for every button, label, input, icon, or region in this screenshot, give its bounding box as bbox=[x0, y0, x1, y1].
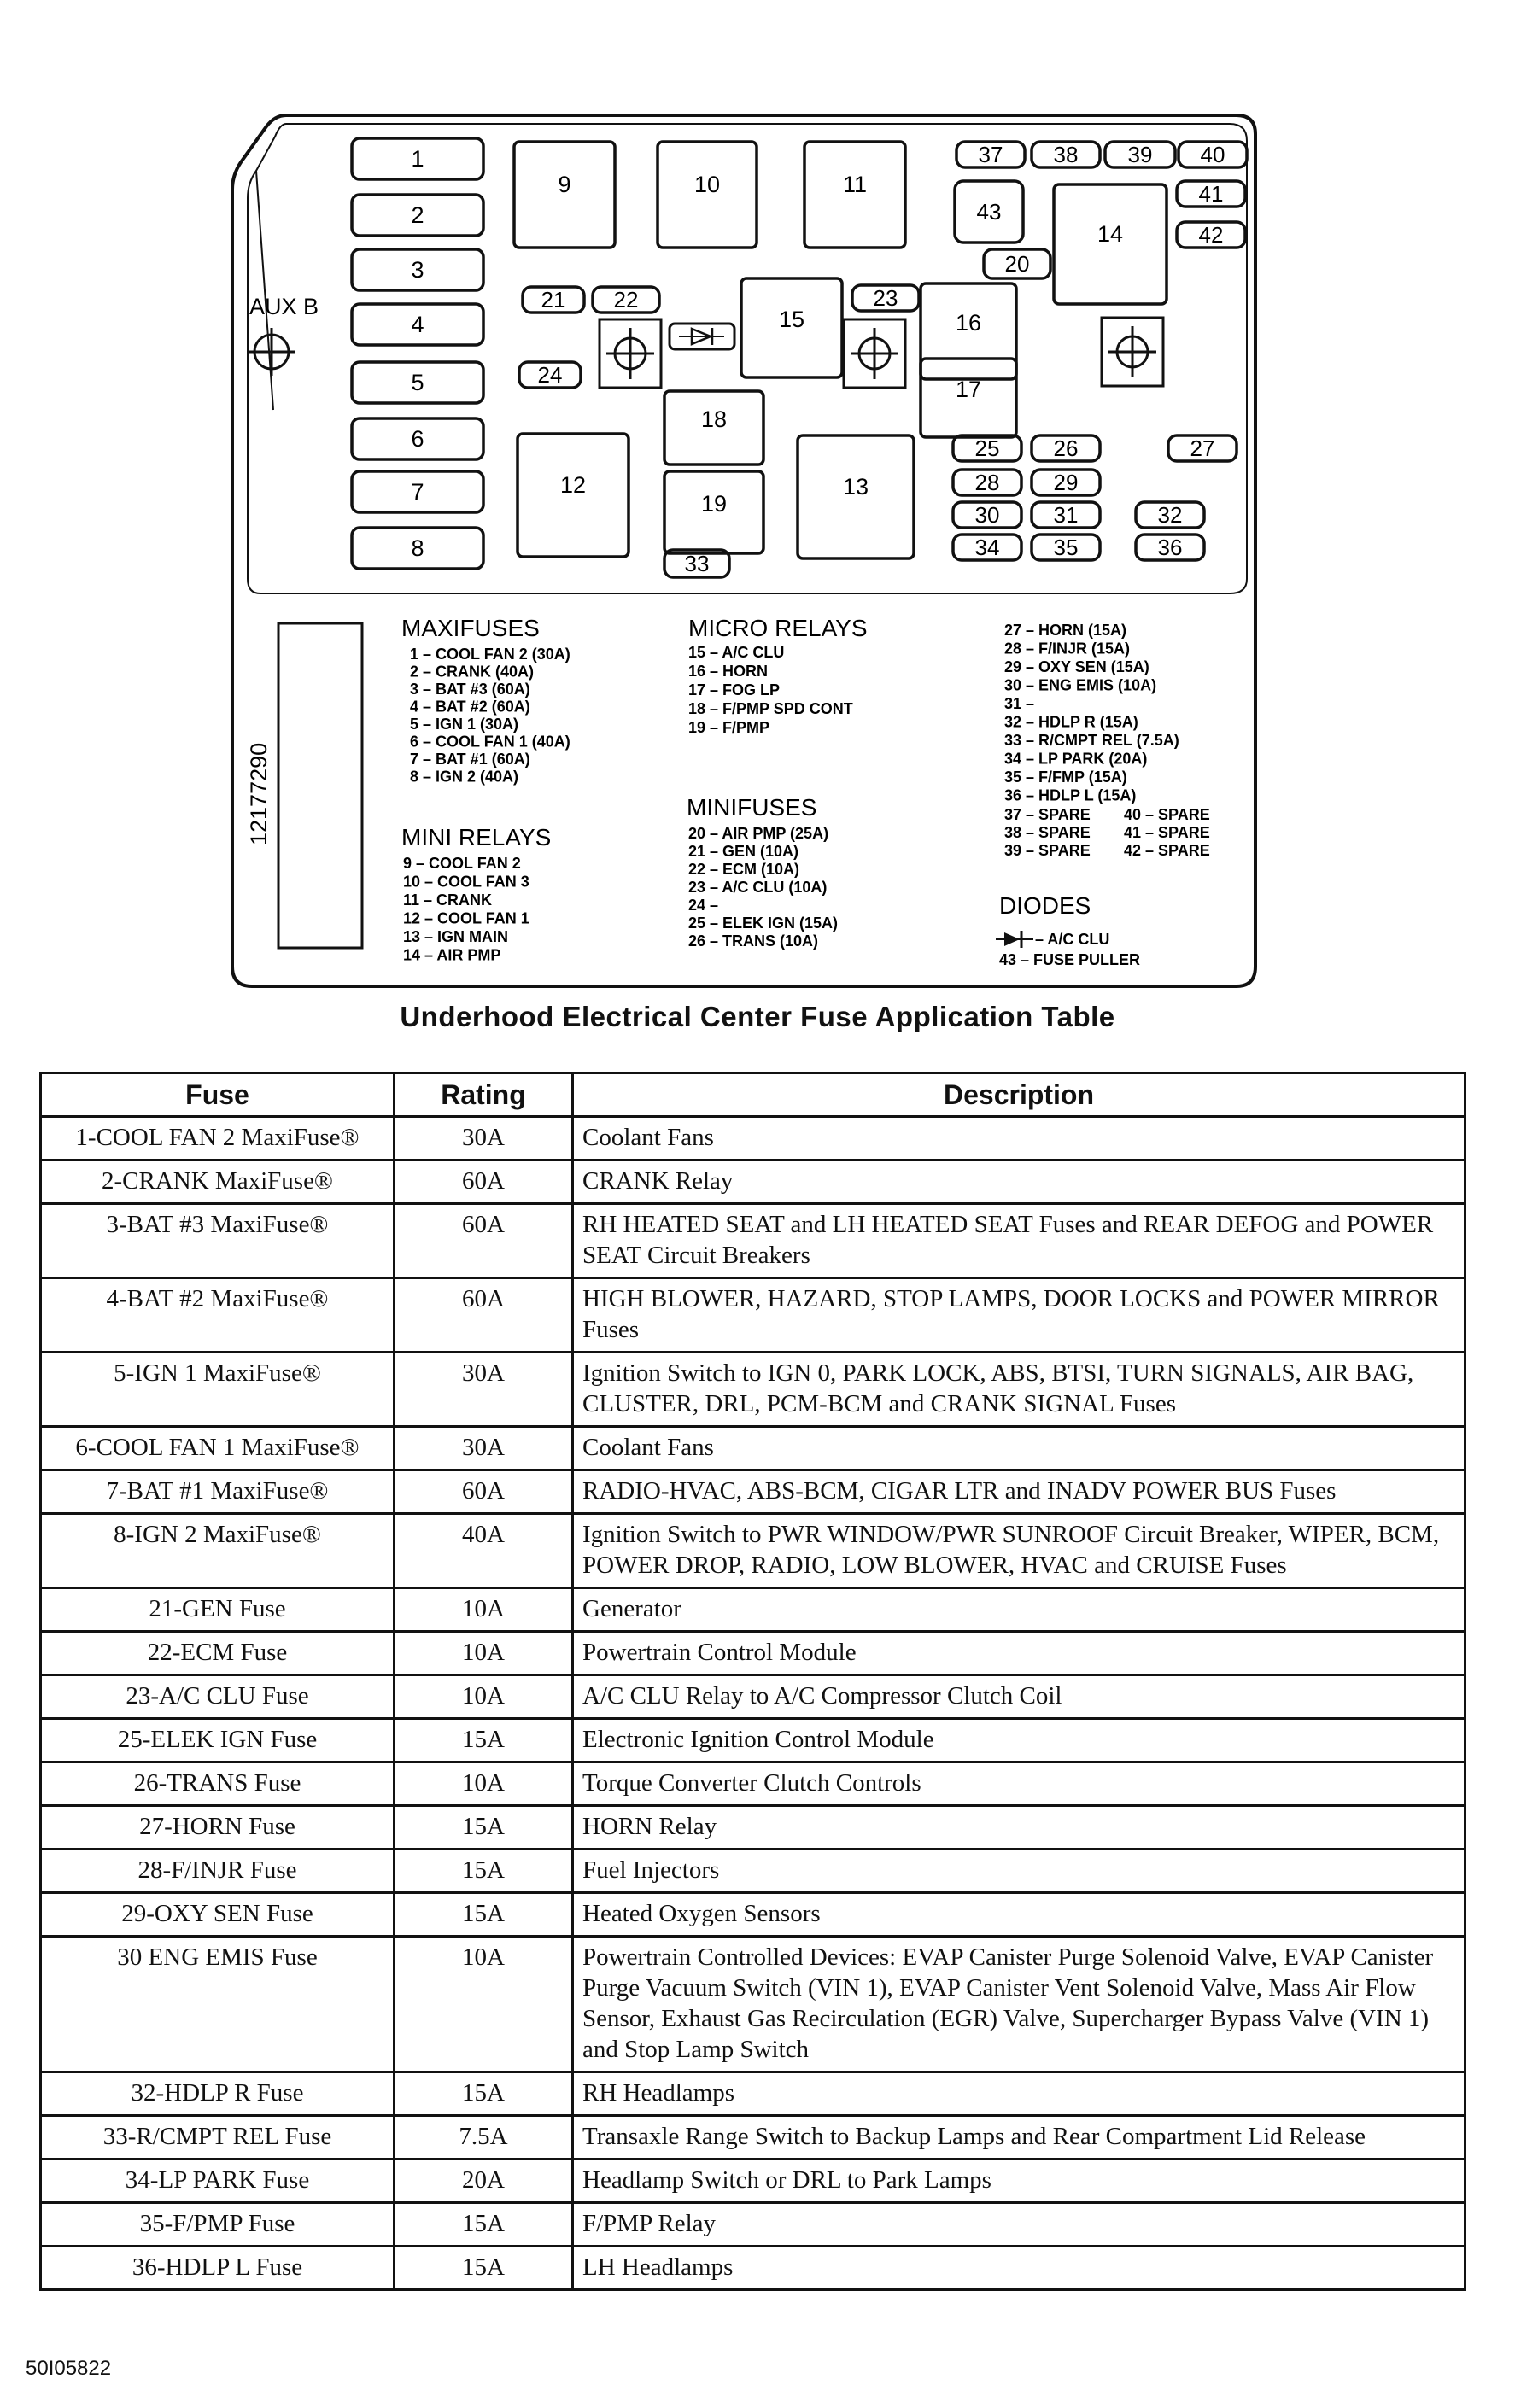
table-row bbox=[41, 1117, 1465, 1160]
minifuse-28[interactable] bbox=[953, 470, 1021, 495]
legend-minifuse-item: 21 – GEN (10A) bbox=[688, 843, 799, 860]
minifuse-27[interactable] bbox=[1168, 435, 1237, 461]
table-row bbox=[41, 1353, 1465, 1427]
minifuse-22-label: 22 bbox=[613, 287, 639, 313]
legend-minifuse-item: 26 – TRANS (10A) bbox=[688, 932, 819, 950]
relay-12[interactable] bbox=[518, 434, 629, 557]
minifuse-29[interactable] bbox=[1032, 470, 1100, 495]
minifuse-43[interactable] bbox=[955, 181, 1023, 243]
fuse-cell: 22-ECM Fuse bbox=[41, 1632, 395, 1675]
rating-cell: 10A bbox=[395, 1675, 573, 1719]
rating-cell: 30A bbox=[395, 1353, 573, 1427]
fuse-cell: 34-LP PARK Fuse bbox=[41, 2160, 395, 2203]
table-row bbox=[41, 1719, 1465, 1762]
legend-maxifuse-item: 7 – BAT #1 (60A) bbox=[410, 751, 530, 768]
legend-mini-relay-item: 14 – AIR PMP bbox=[403, 946, 501, 964]
minifuse-25-label: 25 bbox=[974, 435, 1000, 461]
legend-diode-symbol bbox=[996, 931, 1033, 948]
description-cell: RH HEATED SEAT and LH HEATED SEAT Fuses and REAR DEFOG and POWER SEAT Circuit Breakers bbox=[573, 1204, 1465, 1278]
table-row bbox=[41, 2203, 1465, 2247]
description-cell: Torque Converter Clutch Controls bbox=[573, 1762, 1465, 1806]
minifuse-35-label: 35 bbox=[1053, 535, 1079, 560]
legend-mini-relay-item: 9 – COOL FAN 2 bbox=[403, 855, 521, 872]
legend-spare-item: 41 – SPARE bbox=[1124, 824, 1210, 841]
description-cell: Ignition Switch to IGN 0, PARK LOCK, ABS, BTSI, TURN SIGNALS, AIR BAG, CLUSTER, DRL, PCM-BCM and CRANK SIGNAL Fuses bbox=[573, 1353, 1465, 1427]
legend-micro-relay-item: 18 – F/PMP SPD CONT bbox=[688, 700, 853, 717]
legend-micro-relay-item: 17 – FOG LP bbox=[688, 681, 781, 698]
minifuse-23[interactable] bbox=[852, 285, 919, 311]
minifuse-25[interactable] bbox=[953, 435, 1021, 461]
relay-12-label: 12 bbox=[559, 472, 587, 498]
table-row bbox=[41, 1675, 1465, 1719]
aux-b-label: AUX B bbox=[249, 294, 319, 319]
table-row bbox=[41, 2247, 1465, 2290]
relay-9-label: 9 bbox=[558, 172, 571, 197]
micro-relay-16-label: 16 bbox=[955, 310, 982, 336]
maxifuse-4-label: 4 bbox=[411, 312, 424, 337]
description-cell: Ignition Switch to PWR WINDOW/PWR SUNROOF Circuit Breaker, WIPER, BCM, POWER DROP, RADIO, LOW BLOWER, HVAC and CRUISE Fuses bbox=[573, 1514, 1465, 1588]
minifuse-20-label: 20 bbox=[1004, 251, 1030, 277]
table-header-row bbox=[41, 1073, 1465, 1117]
legend-right-item: 33 – R/CMPT REL (7.5A) bbox=[1004, 732, 1179, 749]
maxifuse-3-label: 3 bbox=[411, 257, 424, 283]
legend-diodes-title: DIODES bbox=[999, 892, 1091, 919]
rating-cell: 60A bbox=[395, 1470, 573, 1514]
legend-right-item: 29 – OXY SEN (15A) bbox=[1004, 658, 1149, 675]
legend-right-item: 35 – F/FMP (15A) bbox=[1004, 769, 1127, 786]
fuse-cell: 3-BAT #3 MaxiFuse® bbox=[41, 1204, 395, 1278]
rating-cell: 15A bbox=[395, 1850, 573, 1893]
legend-diode-item: – A/C CLU bbox=[1035, 931, 1110, 948]
fuse-cell: 35-F/PMP Fuse bbox=[41, 2203, 395, 2247]
rating-cell: 10A bbox=[395, 1762, 573, 1806]
legend-right-item: 30 – ENG EMIS (10A) bbox=[1004, 676, 1157, 694]
minifuse-37-label: 37 bbox=[978, 142, 1003, 167]
relay-13-label: 13 bbox=[842, 474, 869, 500]
legend-minifuses-title: MINIFUSES bbox=[687, 794, 817, 821]
legend-maxifuse-item: 4 – BAT #2 (60A) bbox=[410, 698, 530, 716]
legend-maxifuse-item: 8 – IGN 2 (40A) bbox=[410, 768, 519, 786]
legend-mini-relay-item: 11 – CRANK bbox=[403, 891, 493, 909]
header-description: Description bbox=[573, 1073, 1465, 1117]
description-cell: RADIO-HVAC, ABS-BCM, CIGAR LTR and INADV POWER BUS Fuses bbox=[573, 1470, 1465, 1514]
header-rating: Rating bbox=[395, 1073, 573, 1117]
header-fuse: Fuse bbox=[41, 1073, 395, 1117]
minifuse-34-label: 34 bbox=[974, 535, 1000, 560]
legend-minifuse-item: 23 – A/C CLU (10A) bbox=[688, 879, 828, 896]
description-cell: Generator bbox=[573, 1588, 1465, 1632]
minifuse-24-label: 24 bbox=[537, 362, 563, 388]
fuse-cell: 26-TRANS Fuse bbox=[41, 1762, 395, 1806]
aux-b-stud[interactable] bbox=[248, 294, 319, 376]
legend-minifuse-item: 24 – bbox=[688, 897, 719, 914]
description-cell: HIGH BLOWER, HAZARD, STOP LAMPS, DOOR LOCKS and POWER MIRROR Fuses bbox=[573, 1278, 1465, 1353]
legend-maxifuse-item: 6 – COOL FAN 1 (40A) bbox=[410, 733, 570, 751]
diode-symbol bbox=[670, 324, 734, 349]
description-cell: Powertrain Control Module bbox=[573, 1632, 1465, 1675]
minifuse-42[interactable] bbox=[1177, 222, 1245, 248]
maxifuse-6-label: 6 bbox=[411, 426, 424, 452]
minifuse-37[interactable] bbox=[956, 142, 1025, 167]
maxifuse-2[interactable] bbox=[352, 195, 483, 236]
rating-cell: 60A bbox=[395, 1160, 573, 1204]
description-cell: Electronic Ignition Control Module bbox=[573, 1719, 1465, 1762]
minifuse-34[interactable] bbox=[953, 535, 1021, 560]
bolt-post-2 bbox=[844, 319, 905, 388]
maxifuse-1[interactable] bbox=[352, 138, 483, 179]
fuse-cell: 23-A/C CLU Fuse bbox=[41, 1675, 395, 1719]
legend-maxifuse-item: 5 – IGN 1 (30A) bbox=[410, 716, 519, 733]
legend-micro-relay-item: 19 – F/PMP bbox=[688, 719, 770, 736]
bolt-post-3 bbox=[1102, 318, 1163, 386]
table-row bbox=[41, 1470, 1465, 1514]
table-row bbox=[41, 1937, 1465, 2072]
minifuse-21-label: 21 bbox=[541, 287, 566, 313]
rating-cell: 15A bbox=[395, 2203, 573, 2247]
micro-relay-19-label: 19 bbox=[700, 491, 728, 517]
minifuse-39[interactable] bbox=[1105, 142, 1175, 167]
legend-right-item: 28 – F/INJR (15A) bbox=[1004, 640, 1131, 658]
fuse-cell: 8-IGN 2 MaxiFuse® bbox=[41, 1514, 395, 1588]
micro-relay-16[interactable] bbox=[921, 283, 1016, 379]
rating-cell: 15A bbox=[395, 1806, 573, 1850]
part-number-panel-rect bbox=[278, 623, 362, 948]
part-number-panel bbox=[246, 623, 362, 948]
minifuse-22[interactable] bbox=[593, 287, 659, 313]
description-cell: Fuel Injectors bbox=[573, 1850, 1465, 1893]
description-cell: Transaxle Range Switch to Backup Lamps and Rear Compartment Lid Release bbox=[573, 2116, 1465, 2160]
minifuse-35[interactable] bbox=[1032, 535, 1100, 560]
minifuse-26-label: 26 bbox=[1053, 435, 1079, 461]
maxifuse-5-label: 5 bbox=[411, 370, 424, 395]
legend-spare-item: 40 – SPARE bbox=[1124, 806, 1210, 823]
relay-9[interactable] bbox=[514, 142, 615, 248]
maxifuse-4[interactable] bbox=[352, 304, 483, 345]
fuse-cell: 33-R/CMPT REL Fuse bbox=[41, 2116, 395, 2160]
description-cell: Coolant Fans bbox=[573, 1427, 1465, 1470]
fuse-cell: 28-F/INJR Fuse bbox=[41, 1850, 395, 1893]
fuse-box-diagram bbox=[0, 0, 1515, 991]
legend-minifuse-item: 22 – ECM (10A) bbox=[688, 861, 800, 878]
legend-right-item: 36 – HDLP L (15A) bbox=[1004, 786, 1137, 804]
fuse-cell: 29-OXY SEN Fuse bbox=[41, 1893, 395, 1937]
legend-micro-relays-title: MICRO RELAYS bbox=[688, 615, 868, 641]
minifuse-30[interactable] bbox=[953, 502, 1021, 528]
minifuse-28-label: 28 bbox=[974, 470, 1000, 495]
rating-cell: 7.5A bbox=[395, 2116, 573, 2160]
legend-right-item: 32 – HDLP R (15A) bbox=[1004, 713, 1138, 731]
table-row bbox=[41, 2116, 1465, 2160]
relay-10-label: 10 bbox=[693, 172, 721, 197]
legend-spare-item: 39 – SPARE bbox=[1004, 842, 1091, 859]
minifuse-26[interactable] bbox=[1032, 435, 1100, 461]
legend-spare-item: 42 – SPARE bbox=[1124, 842, 1210, 859]
maxifuse-7-label: 7 bbox=[411, 479, 424, 505]
rating-cell: 10A bbox=[395, 1632, 573, 1675]
description-cell: Powertrain Controlled Devices: EVAP Canister Purge Solenoid Valve, EVAP Canister Purge Vacuum Switch (VIN 1), EVAP Canister Vent Solenoid Valve, Mass Air Flow Sensor, Exhaust Gas Recirculation (EGR) Valve, Supercharger Bypass Valve (VIN 1) and Stop Lamp Switch bbox=[573, 1937, 1465, 2072]
legend-spare-item: 38 – SPARE bbox=[1004, 824, 1091, 841]
table-row bbox=[41, 2160, 1465, 2203]
legend-minifuse-item: 25 – ELEK IGN (15A) bbox=[688, 915, 839, 932]
fuse-cell: 4-BAT #2 MaxiFuse® bbox=[41, 1278, 395, 1353]
table-row bbox=[41, 1632, 1465, 1675]
fuse-application-table bbox=[39, 1072, 1466, 2291]
relay-14[interactable] bbox=[1054, 184, 1167, 304]
legend-micro-relay-item: 16 – HORN bbox=[688, 663, 769, 680]
minifuse-24[interactable] bbox=[519, 362, 581, 388]
maxifuse-8[interactable] bbox=[352, 528, 483, 569]
legend-fuse-puller: 43 – FUSE PULLER bbox=[999, 951, 1141, 968]
fuse-cell: 21-GEN Fuse bbox=[41, 1588, 395, 1632]
legend-maxifuse-item: 2 – CRANK (40A) bbox=[410, 663, 535, 681]
legend-mini-relay-item: 12 – COOL FAN 1 bbox=[403, 909, 529, 927]
table-row bbox=[41, 1278, 1465, 1353]
part-number: 12177290 bbox=[246, 742, 272, 845]
minifuse-27-label: 27 bbox=[1190, 435, 1215, 461]
description-cell: F/PMP Relay bbox=[573, 2203, 1465, 2247]
fuse-cell: 2-CRANK MaxiFuse® bbox=[41, 1160, 395, 1204]
micro-relay-17[interactable] bbox=[921, 359, 1016, 437]
rating-cell: 20A bbox=[395, 2160, 573, 2203]
rating-cell: 15A bbox=[395, 1893, 573, 1937]
legend-maxifuses-title: MAXIFUSES bbox=[401, 615, 540, 641]
table-row bbox=[41, 1160, 1465, 1204]
minifuse-40[interactable] bbox=[1179, 142, 1247, 167]
rating-cell: 30A bbox=[395, 1427, 573, 1470]
legend-mini-relay-item: 10 – COOL FAN 3 bbox=[403, 873, 529, 891]
minifuse-32[interactable] bbox=[1136, 502, 1204, 528]
minifuse-39-label: 39 bbox=[1127, 142, 1153, 167]
micro-relay-18[interactable] bbox=[664, 391, 763, 465]
description-cell: Headlamp Switch or DRL to Park Lamps bbox=[573, 2160, 1465, 2203]
table-row bbox=[41, 1427, 1465, 1470]
maxifuse-6[interactable] bbox=[352, 418, 483, 459]
document-id: 50I05822 bbox=[26, 2357, 112, 2380]
minifuse-30-label: 30 bbox=[974, 502, 1000, 528]
legend-minifuse-item: 20 – AIR PMP (25A) bbox=[688, 825, 829, 842]
fuse-cell: 32-HDLP R Fuse bbox=[41, 2072, 395, 2116]
maxifuse-1-label: 1 bbox=[411, 146, 424, 172]
legend-mini-relays-title: MINI RELAYS bbox=[401, 824, 552, 850]
minifuse-43-label: 43 bbox=[976, 199, 1002, 225]
minifuse-31[interactable] bbox=[1032, 502, 1100, 528]
rating-cell: 10A bbox=[395, 1588, 573, 1632]
minifuse-38-label: 38 bbox=[1053, 142, 1079, 167]
fuse-cell: 30 ENG EMIS Fuse bbox=[41, 1937, 395, 2072]
maxifuse-8-label: 8 bbox=[411, 535, 424, 561]
table-row bbox=[41, 1204, 1465, 1278]
table-row bbox=[41, 1514, 1465, 1588]
maxifuse-3[interactable] bbox=[352, 249, 483, 290]
micro-relay-18-label: 18 bbox=[700, 406, 728, 432]
rating-cell: 40A bbox=[395, 1514, 573, 1588]
rating-cell: 60A bbox=[395, 1278, 573, 1353]
rating-cell: 30A bbox=[395, 1117, 573, 1160]
bolt-post-1 bbox=[600, 319, 661, 388]
fuse-cell: 7-BAT #1 MaxiFuse® bbox=[41, 1470, 395, 1514]
minifuse-36[interactable] bbox=[1136, 535, 1204, 560]
fuse-cell: 27-HORN Fuse bbox=[41, 1806, 395, 1850]
description-cell: Heated Oxygen Sensors bbox=[573, 1893, 1465, 1937]
legend-micro-relay-item: 15 – A/C CLU bbox=[688, 644, 785, 661]
rating-cell: 15A bbox=[395, 1719, 573, 1762]
minifuse-32-label: 32 bbox=[1157, 502, 1183, 528]
micro-relay-17-label: 17 bbox=[955, 377, 982, 402]
maxifuse-2-label: 2 bbox=[411, 202, 424, 228]
minifuse-21[interactable] bbox=[523, 287, 584, 313]
micro-relay-19[interactable] bbox=[664, 471, 763, 553]
minifuse-41[interactable] bbox=[1177, 181, 1245, 207]
table-caption: Underhood Electrical Center Fuse Application Table bbox=[400, 1001, 1115, 1032]
fuse-cell: 5-IGN 1 MaxiFuse® bbox=[41, 1353, 395, 1427]
minifuse-31-label: 31 bbox=[1053, 502, 1079, 528]
description-cell: RH Headlamps bbox=[573, 2072, 1465, 2116]
minifuse-36-label: 36 bbox=[1157, 535, 1183, 560]
maxifuse-5[interactable] bbox=[352, 362, 483, 403]
minifuse-23-label: 23 bbox=[873, 285, 898, 311]
legend-right-item: 31 – bbox=[1004, 695, 1035, 712]
table-row bbox=[41, 2072, 1465, 2116]
description-cell: HORN Relay bbox=[573, 1806, 1465, 1850]
rating-cell: 15A bbox=[395, 2247, 573, 2290]
table-row bbox=[41, 1850, 1465, 1893]
rating-cell: 15A bbox=[395, 2072, 573, 2116]
table-row bbox=[41, 1806, 1465, 1850]
description-cell: LH Headlamps bbox=[573, 2247, 1465, 2290]
legend-right-item: 27 – HORN (15A) bbox=[1004, 622, 1127, 639]
table-row bbox=[41, 1762, 1465, 1806]
legend-right-item: 34 – LP PARK (20A) bbox=[1004, 750, 1148, 768]
fuse-cell: 25-ELEK IGN Fuse bbox=[41, 1719, 395, 1762]
legend-spare-item: 37 – SPARE bbox=[1004, 806, 1091, 823]
relay-14-label: 14 bbox=[1097, 221, 1124, 247]
minifuse-42-label: 42 bbox=[1198, 222, 1224, 248]
description-cell: A/C CLU Relay to A/C Compressor Clutch Coil bbox=[573, 1675, 1465, 1719]
description-cell: CRANK Relay bbox=[573, 1160, 1465, 1204]
description-cell: Coolant Fans bbox=[573, 1117, 1465, 1160]
micro-relay-15[interactable] bbox=[741, 278, 842, 377]
fuse-cell: 36-HDLP L Fuse bbox=[41, 2247, 395, 2290]
legend-maxifuse-item: 3 – BAT #3 (60A) bbox=[410, 681, 530, 698]
fuse-cell: 1-COOL FAN 2 MaxiFuse® bbox=[41, 1117, 395, 1160]
relay-10[interactable] bbox=[658, 142, 757, 248]
minifuse-20[interactable] bbox=[984, 249, 1050, 278]
legend-mini-relay-item: 13 – IGN MAIN bbox=[403, 928, 509, 945]
table-row bbox=[41, 1588, 1465, 1632]
minifuse-38[interactable] bbox=[1032, 142, 1100, 167]
table-row bbox=[41, 1893, 1465, 1937]
rating-cell: 60A bbox=[395, 1204, 573, 1278]
relay-11[interactable] bbox=[804, 142, 905, 248]
minifuse-41-label: 41 bbox=[1198, 181, 1224, 207]
legend-maxifuse-item: 1 – COOL FAN 2 (30A) bbox=[410, 646, 570, 663]
maxifuse-7[interactable] bbox=[352, 471, 483, 512]
micro-relay-15-label: 15 bbox=[778, 307, 805, 332]
minifuse-33-label: 33 bbox=[684, 551, 710, 576]
minifuse-40-label: 40 bbox=[1200, 142, 1225, 167]
relay-11-label: 11 bbox=[842, 172, 868, 197]
minifuse-29-label: 29 bbox=[1053, 470, 1079, 495]
fuse-cell: 6-COOL FAN 1 MaxiFuse® bbox=[41, 1427, 395, 1470]
rating-cell: 10A bbox=[395, 1937, 573, 2072]
relay-13[interactable] bbox=[798, 435, 914, 558]
